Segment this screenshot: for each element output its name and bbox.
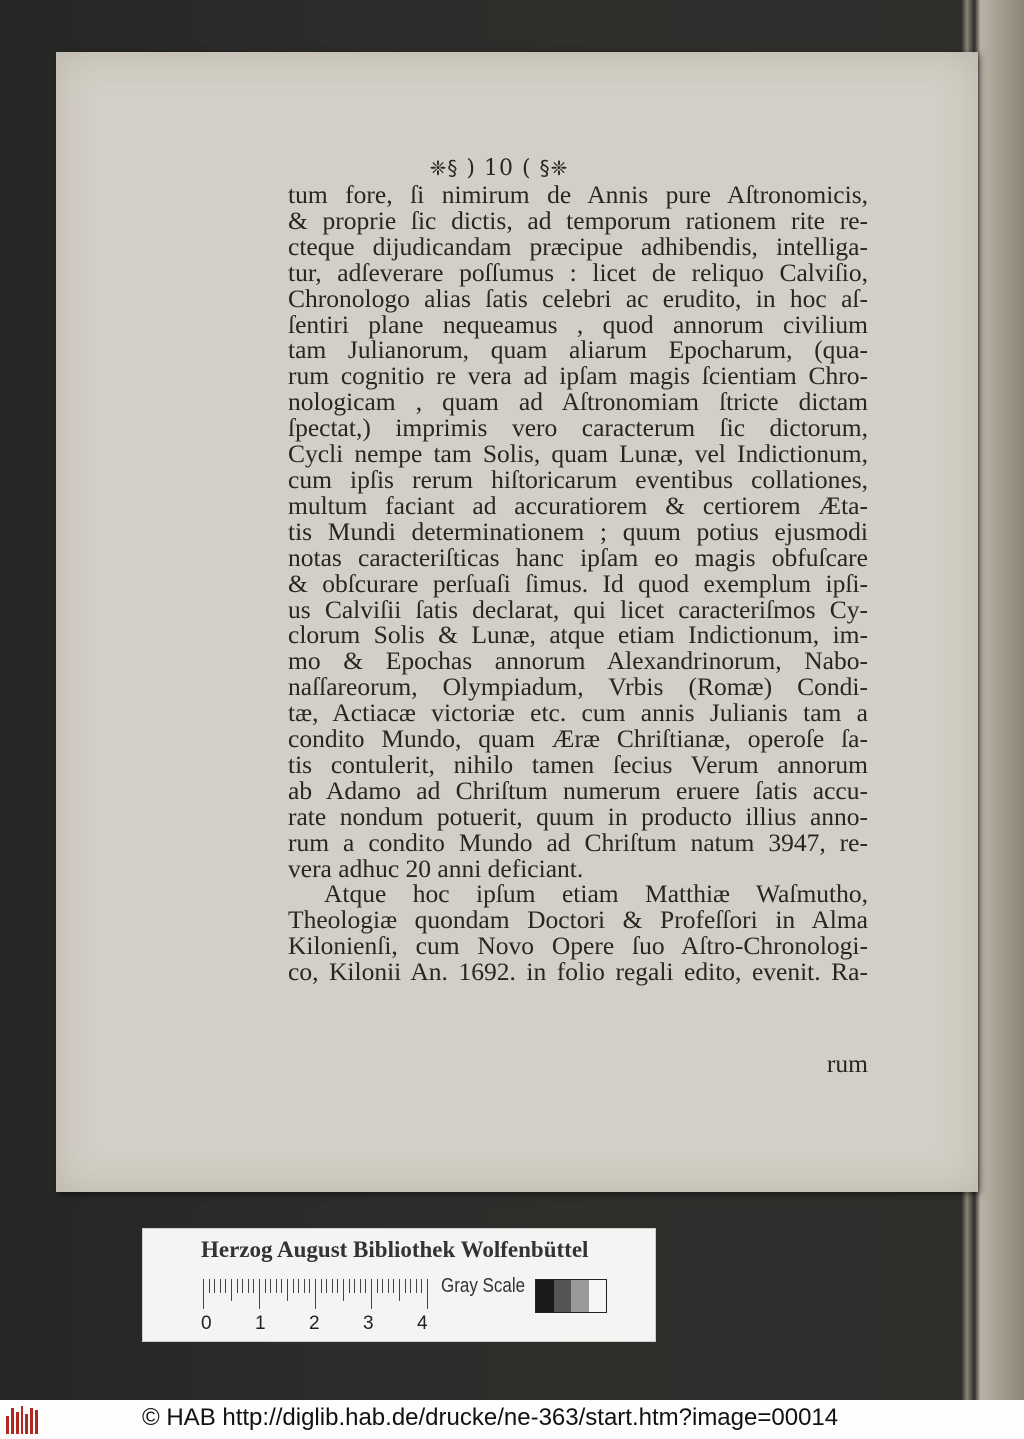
gray-swatch: [571, 1280, 589, 1312]
ruler-tick: [354, 1279, 355, 1293]
ruler-tick: [237, 1279, 238, 1293]
ruler-tick: [293, 1279, 294, 1293]
ruler-tick: [393, 1279, 394, 1293]
gray-scale-label: Gray Scale: [441, 1275, 526, 1297]
ruler-tick: [214, 1279, 215, 1293]
text-line: tæ, Actiacæ victoriæ etc. cum annis Julianis tam a: [288, 698, 868, 728]
text-line: ſentiri plane nequeamus , quod annorum civilium: [288, 309, 868, 339]
page-header: [38, 156, 960, 181]
ruler-tick: [231, 1279, 232, 1301]
text-line: condito Mundo, quam Æræ Chriſtianæ, operoſe ſa-: [288, 724, 868, 754]
ruler-tick: [309, 1279, 310, 1293]
ruler-tick: [270, 1279, 271, 1293]
text-line: tam Julianorum, quam aliarum Epocharum, (qua-: [288, 335, 868, 365]
text-line: notas caracteriſticas hanc ipſam eo magis obfuſcare: [288, 542, 868, 572]
text-line: clorum Solis & Lunæ, atque etiam Indictionum, im-: [288, 620, 868, 650]
ruler-tick: [298, 1279, 299, 1293]
color-ruler-card: [142, 1228, 656, 1342]
logo-bar: [21, 1406, 24, 1434]
text-line: co, Kilonii An. 1692. in folio regali edito, evenit. Ra-: [288, 957, 868, 987]
ruler-tick: [253, 1279, 254, 1293]
header-paren-right: (: [522, 156, 532, 181]
logo-bar: [30, 1408, 33, 1434]
ruler-scale: [203, 1279, 433, 1315]
book-page: [56, 52, 978, 1192]
text-line: tis contulerit, nihilo tamen ſecius Verum annorum: [288, 749, 868, 779]
footer-bar: [0, 1400, 1024, 1439]
hab-logo-icon: [6, 1406, 38, 1434]
text-line: rate nondum potuerit, quum in producto illius anno-: [288, 801, 868, 831]
ruler-tick: [326, 1279, 327, 1293]
ruler-tick: [281, 1279, 282, 1293]
header-paren-left: ): [466, 156, 476, 181]
text-line: us Calviſii ſatis declarat, qui licet caracteriſmos Cy-: [288, 594, 868, 624]
ruler-tick: [377, 1279, 378, 1293]
text-line: tis Mundi determinationem ; quum potius ejusmodi: [288, 516, 868, 546]
ruler-tick: [315, 1279, 316, 1309]
text-line: Cycli nempe tam Solis, quam Lunæ, vel Indictionum,: [288, 439, 868, 469]
text-line: ab Adamo ad Chriſtum numerum eruere ſatis accu-: [288, 775, 868, 805]
ruler-tick: [248, 1279, 249, 1293]
text-line: multum faciant ad accuratiorem & certiorem Æta-: [288, 490, 868, 520]
text-line: tum fore, ſi nimirum de Annis pure Aſtronomicis,: [288, 180, 868, 209]
ruler-number: 3: [363, 1313, 374, 1334]
ruler-tick: [365, 1279, 366, 1293]
ruler-tick: [360, 1279, 361, 1293]
text-line: & proprie ſic dictis, ad temporum rationem rite re-: [288, 205, 868, 235]
page-number: 10: [484, 156, 514, 181]
text-line: Theologiæ quondam Doctori & Profeſſori in Alma: [288, 905, 868, 935]
logo-bar: [11, 1408, 14, 1434]
logo-bar: [25, 1414, 28, 1434]
ornament-right-icon: §❈: [539, 156, 569, 180]
text-line: vera adhuc 20 anni deficiant.: [288, 853, 584, 883]
ruler-tick: [242, 1279, 243, 1293]
ornament-left-icon: ❈§: [429, 156, 459, 180]
text-line: Atque hoc ipſum etiam Matthiæ Waſmutho,: [324, 879, 868, 909]
ruler-tick: [225, 1279, 226, 1293]
ruler-tick: [349, 1279, 350, 1293]
ruler-tick: [321, 1279, 322, 1293]
ruler-number: 2: [309, 1313, 320, 1334]
text-line: cteque dijudicandam præcipue adhibendis, intelliga-: [288, 231, 868, 261]
ruler-tick: [220, 1279, 221, 1293]
text-line: nologicam , quam ad Aſtronomiam ſtricte dictam: [288, 387, 868, 417]
gray-scale-swatches: [535, 1279, 607, 1313]
ruler-number: 0: [201, 1313, 212, 1334]
gray-swatch: [554, 1280, 572, 1312]
ruler-tick: [410, 1279, 411, 1293]
footer-copyright-url: © HAB http://diglib.hab.de/drucke/ne-363/start.htm?image=00014: [142, 1404, 839, 1431]
text-line: naſſareorum, Olympiadum, Vrbis (Romæ) Condi-: [288, 672, 868, 702]
text-line: Chronologo alias ſatis celebri ac erudito, in hoc aſ-: [288, 283, 868, 313]
ruler-tick: [259, 1279, 260, 1309]
ruler-tick: [421, 1279, 422, 1293]
gray-swatch: [589, 1280, 607, 1312]
ruler-tick: [337, 1279, 338, 1293]
ruler-tick: [427, 1279, 428, 1309]
ruler-tick: [304, 1279, 305, 1293]
ruler-number: 4: [417, 1313, 428, 1334]
text-line: & obſcurare perſuaſi ſimus. Id quod exemplum ipſi-: [288, 568, 868, 598]
library-title: Herzog August Bibliothek Wolfenbüttel: [201, 1237, 589, 1262]
ruler-tick: [405, 1279, 406, 1293]
ruler-tick: [209, 1279, 210, 1293]
text-line: ſpectat,) imprimis vero caracterum ſic dictorum,: [288, 413, 868, 443]
catchword: rum: [826, 1049, 868, 1078]
page-body-text: [288, 182, 868, 985]
text-line: mo & Epochas annorum Alexandrinorum, Nabo-: [288, 646, 868, 676]
text-line: cum ipſis rerum hiſtoricarum eventibus collationes,: [288, 464, 868, 494]
logo-bar: [35, 1410, 38, 1434]
ruler-tick: [343, 1279, 344, 1301]
ruler-tick: [416, 1279, 417, 1293]
ruler-tick: [399, 1279, 400, 1301]
ruler-tick: [382, 1279, 383, 1293]
text-line: tur, adſeverare poſſumus : licet de reliquo Calviſio,: [288, 257, 868, 287]
text-line: Kilonienſi, cum Novo Opere ſuo Aſtro-Chronologi-: [288, 931, 868, 961]
ruler-tick: [276, 1279, 277, 1293]
ruler-tick: [203, 1279, 204, 1309]
gray-swatch: [536, 1280, 554, 1312]
logo-bar: [16, 1412, 19, 1434]
text-line: rum a condito Mundo ad Chriſtum natum 3947, re-: [288, 827, 868, 857]
text-line: rum cognitio re vera ad ipſam magis ſcientiam Chro-: [288, 361, 868, 391]
ruler-tick: [332, 1279, 333, 1293]
logo-bar: [6, 1416, 9, 1434]
ruler-tick: [371, 1279, 372, 1309]
ruler-tick: [287, 1279, 288, 1301]
ruler-number: 1: [255, 1313, 266, 1334]
ruler-tick: [388, 1279, 389, 1293]
ruler-tick: [265, 1279, 266, 1293]
